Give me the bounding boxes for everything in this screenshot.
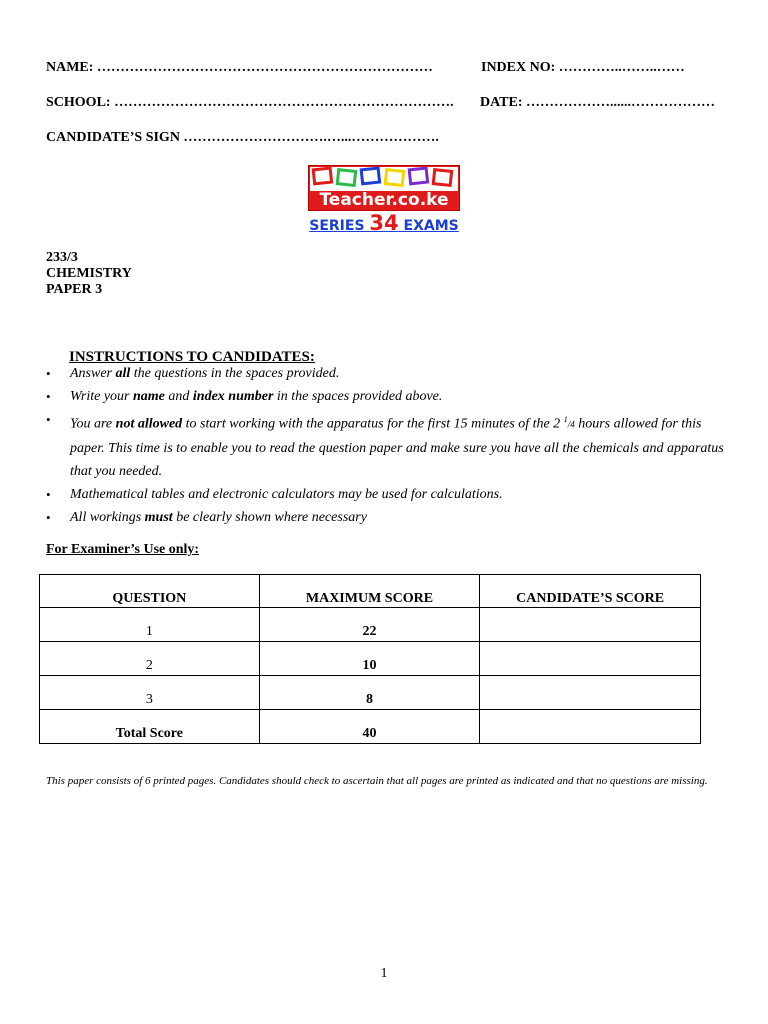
footnote: This paper consists of 6 printed pages. Candidates should check to ascertain that all pages are printed as indicated and that no questions are missing. xyxy=(46,775,708,787)
name-field: NAME: ……………………………………………………………… xyxy=(46,60,433,75)
question-cell: 1 xyxy=(40,608,260,642)
bullet-icon: • xyxy=(46,412,51,427)
table-row xyxy=(40,676,701,710)
logo-frame-icon xyxy=(337,170,355,186)
column-header: CANDIDATE’S SCORE xyxy=(480,575,701,608)
logo-text: Teacher.co.ke xyxy=(319,190,449,210)
total-max-cell: 40 xyxy=(259,710,480,744)
total-score-cell[interactable] xyxy=(480,710,701,744)
logo-frame-icon xyxy=(385,170,403,186)
total-label-cell: Total Score xyxy=(40,710,260,744)
school-field: SCHOOL: ………………………………………………………………. xyxy=(46,95,454,110)
question-cell: 3 xyxy=(40,676,260,710)
logo-frame-icon xyxy=(361,168,379,184)
instructions-title: INSTRUCTIONS TO CANDIDATES: xyxy=(69,349,315,365)
table-row xyxy=(40,642,701,676)
paper-info xyxy=(46,250,132,298)
paper-subject: CHEMISTRY xyxy=(46,266,132,281)
candidate-score-cell[interactable] xyxy=(480,608,701,642)
teacher-logo xyxy=(308,165,460,211)
question-cell: 2 xyxy=(40,642,260,676)
series-number: 34 xyxy=(369,211,399,235)
instruction-item: • Write your name and index number in the spaces provided above. xyxy=(46,385,726,408)
examiner-heading: For Examiner’s Use only: xyxy=(46,542,200,557)
series-post: EXAMS xyxy=(403,218,459,234)
table-header-row xyxy=(40,575,701,608)
series-pre: SERIES xyxy=(309,218,365,234)
logo-frame-icon xyxy=(313,168,331,184)
instruction-item: • You are not allowed to start working with the apparatus for the first 15 minutes of the 2 $^1$/4 hours allowed for this paper. This time is to enable you to read the question paper and make sure you have all the chemicals and apparatus that you needed. xyxy=(46,408,726,483)
instruction-item: • Mathematical tables and electronic calculators may be used for calculations. xyxy=(46,483,726,506)
table-row xyxy=(40,608,701,642)
logo-frame-icon xyxy=(409,168,427,184)
paper-number: PAPER 3 xyxy=(46,282,103,297)
bullet-icon: • xyxy=(46,366,51,381)
bullet-icon: • xyxy=(46,389,51,404)
date-field: DATE: ………………......……………… xyxy=(480,95,716,110)
candidate-sign-field: CANDIDATE’S SIGN ………………………….…...………………. xyxy=(46,130,439,145)
paper-code: 233/3 xyxy=(46,250,78,265)
score-table xyxy=(39,574,701,744)
candidate-score-cell[interactable] xyxy=(480,642,701,676)
bullet-icon: • xyxy=(46,509,51,525)
series-label xyxy=(301,211,467,235)
instruction-item: • All workings must be clearly shown where necessary xyxy=(46,506,726,529)
max-score-cell: 8 xyxy=(259,676,480,710)
logo-frame-icon xyxy=(433,170,451,186)
column-header: QUESTION xyxy=(40,575,260,608)
max-score-cell: 22 xyxy=(259,608,480,642)
bullet-icon: • xyxy=(46,486,51,502)
instructions-list xyxy=(46,362,726,529)
index-no-field: INDEX NO: …………..……..…… xyxy=(481,60,685,75)
page-number: 1 xyxy=(380,966,388,981)
candidate-score-cell[interactable] xyxy=(480,676,701,710)
max-score-cell: 10 xyxy=(259,642,480,676)
table-row-total xyxy=(40,710,701,744)
column-header: MAXIMUM SCORE xyxy=(259,575,480,608)
instruction-item: • Answer all the questions in the spaces provided. xyxy=(46,362,726,385)
